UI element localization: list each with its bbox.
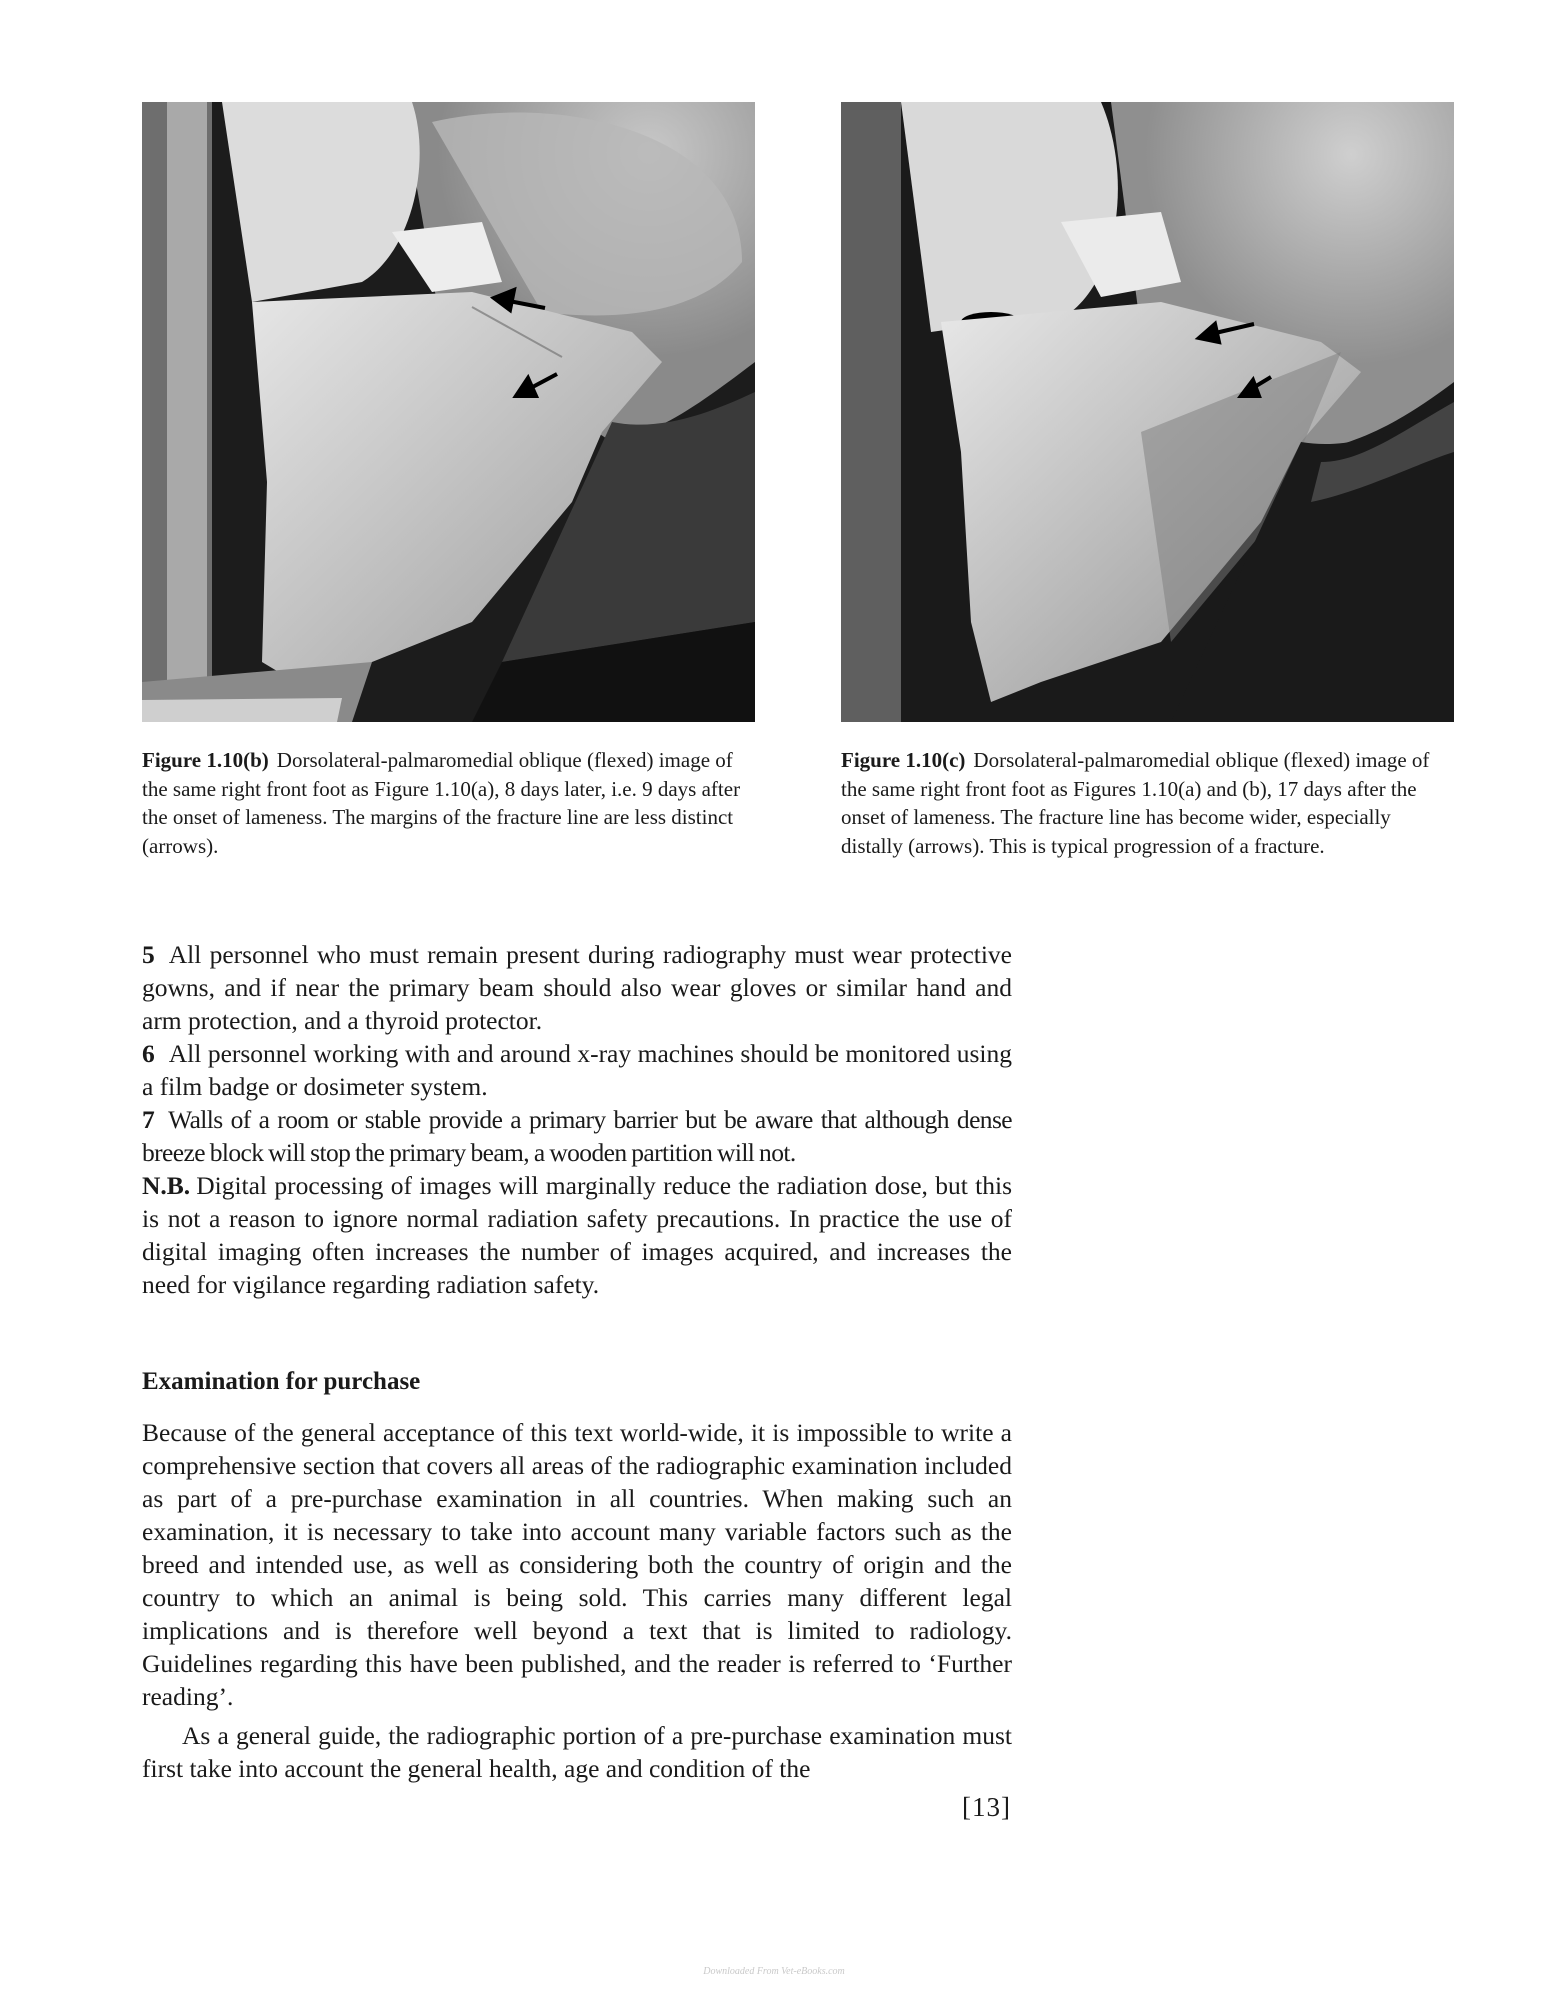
radiograph-figure-c bbox=[841, 102, 1454, 722]
item-number: 6 bbox=[142, 1039, 155, 1068]
radiograph-figure-b bbox=[142, 102, 755, 722]
figure-caption-c bbox=[841, 746, 1446, 860]
figure-caption-b bbox=[142, 746, 747, 860]
list-item bbox=[142, 1103, 1012, 1169]
paragraph: As a general guide, the radiographic portion of a pre-purchase examination must first take into account the general health, age and condition of the bbox=[142, 1721, 1012, 1783]
safety-list bbox=[142, 938, 1012, 1301]
item-number: 5 bbox=[142, 940, 155, 969]
section-body bbox=[142, 1416, 1012, 1785]
nb-note bbox=[142, 1169, 1012, 1301]
paragraph: Because of the general acceptance of this text world-wide, it is impossible to write a comprehensive section that covers all areas of the radiographic examination included as part of a pre-purchase examination in all countries. When making such an examination, it is necessary to take into account many variable factors such as the breed and intended use, as well as considering both the country of origin and the country to which an animal is being sold. This carries many different legal implications and is therefore well beyond a text that is limited to radiology. Guidelines regarding this have been published, and the reader is referred to ‘Further reading’. bbox=[142, 1418, 1012, 1711]
item-text: All personnel who must remain present during radiography must wear protective gowns, and if near the primary beam should also wear gloves or similar hand and arm protection, and a thyroid protector. bbox=[142, 940, 1012, 1035]
item-text: Walls of a room or stable provide a primary barrier but be aware that although dense breeze block will stop the primary beam, a wooden partition will not. bbox=[142, 1105, 1012, 1167]
caption-text: Dorsolateral-palmaromedial oblique (flexed) image of the same right front foot as Figures 1.10(a) and (b), 17 days after the onset of lameness. The fracture line has become wider, especially distally (arrows). This is typical progression of a fracture. bbox=[841, 748, 1430, 858]
nb-text: Digital processing of images will marginally reduce the radiation dose, but this is not a reason to ignore normal radiation safety precautions. In practice the use of digital imaging often increases the number of images acquired, and increases the need for vigilance regarding radiation safety. bbox=[142, 1171, 1012, 1299]
page-number: [13] bbox=[962, 1792, 1011, 1822]
caption-text: Dorsolateral-palmaromedial oblique (flexed) image of the same right front foot as Figure 1.10(a), 8 days later, i.e. 9 days after the onset of lameness. The margins of the fracture line are less distinct (arrows). bbox=[142, 748, 741, 858]
item-text: All personnel working with and around x-ray machines should be monitored using a film badge or dosimeter system. bbox=[142, 1039, 1012, 1101]
download-footer: Downloaded From Vet-eBooks.com bbox=[703, 1966, 845, 1977]
figure-label: Figure 1.10(c) bbox=[841, 748, 966, 772]
section-heading: Examination for purchase bbox=[142, 1368, 421, 1395]
list-item bbox=[142, 1037, 1012, 1103]
item-number: 7 bbox=[142, 1105, 155, 1134]
figure-label: Figure 1.10(b) bbox=[142, 748, 269, 772]
nb-label: N.B. bbox=[142, 1171, 191, 1200]
list-item bbox=[142, 938, 1012, 1037]
